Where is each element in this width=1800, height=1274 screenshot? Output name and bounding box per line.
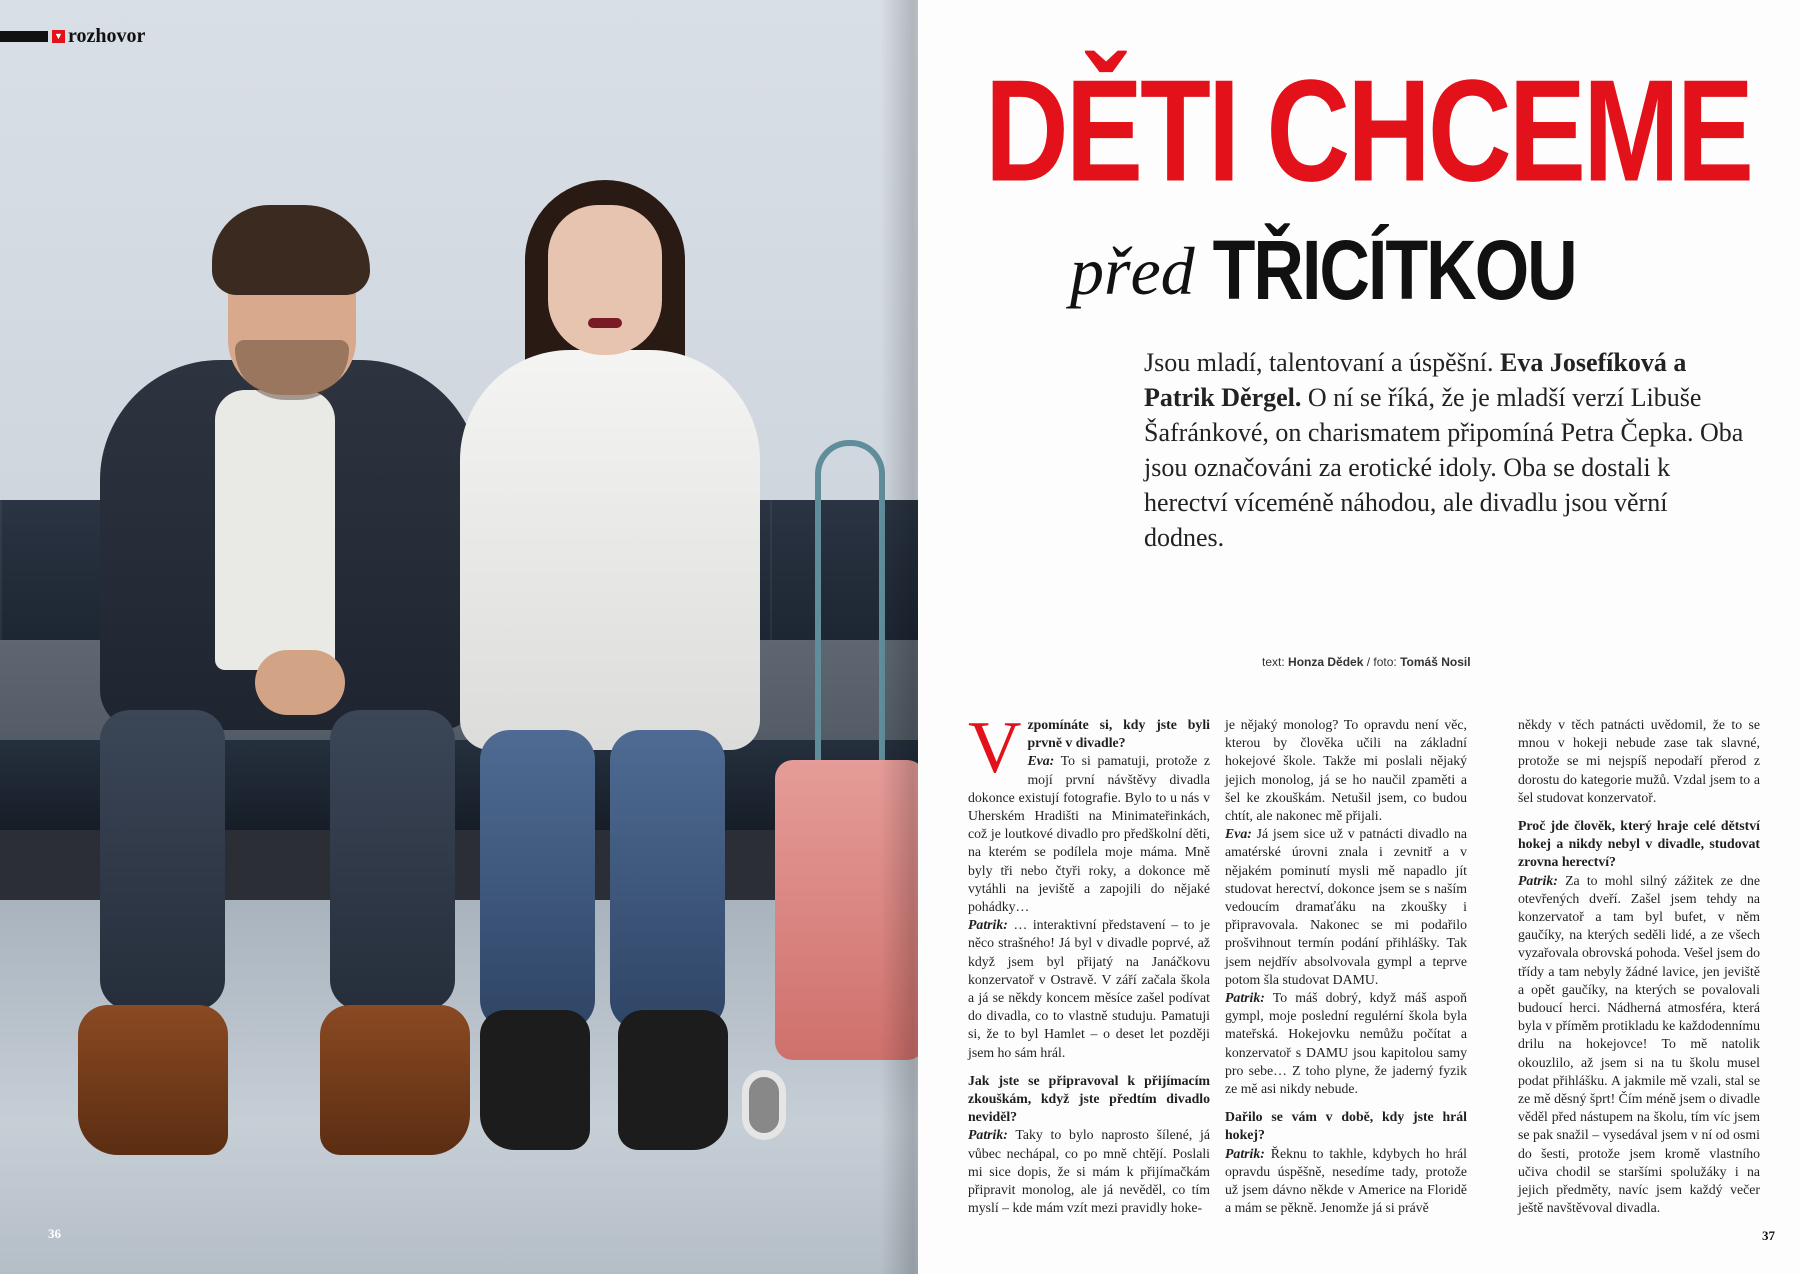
photo-woman-leg-left [480, 730, 595, 1030]
photo-man-hair [212, 205, 370, 295]
question-2: Jak jste se připravoval k přijímacím zkouškám, když jste předtím divadlo neviděl? [968, 1072, 1210, 1125]
photo-trolley-handle [815, 440, 885, 770]
photo-woman-boot-left [480, 1010, 590, 1150]
page-gutter-shadow [880, 0, 918, 1274]
article-credits [1262, 655, 1471, 669]
article-column-2 [1225, 716, 1467, 1217]
dropcap: V [968, 707, 1022, 789]
section-tag [0, 24, 145, 48]
photo-woman-leg-right [610, 730, 725, 1030]
headline-tricitkou: TŘICÍTKOU [1212, 223, 1576, 317]
speaker-label: Patrik: [1225, 1145, 1265, 1161]
lead-body: O ní se říká, že je mladší verzí Libuše Šafránkové, on charismatem připomíná Petra Čepka. Oba jsou označováni za erotické idoly. Oba se dostali k herectví víceméně náhodou, ale divadlu jsou věrní dodnes. [1144, 383, 1744, 552]
article-column-3 [1518, 716, 1760, 1217]
speaker-label: Eva: [1027, 753, 1055, 769]
answer-block [1225, 989, 1467, 1098]
headline-pred: před [1070, 233, 1195, 309]
photo-woman-shirt [460, 350, 760, 750]
speaker-label: Patrik: [968, 1127, 1008, 1143]
photo-man-shirt [215, 390, 335, 670]
photo-man-hands [255, 650, 345, 715]
speaker-label: Patrik: [968, 917, 1008, 933]
photo-man-boot-right [320, 1005, 470, 1155]
photo-woman-lips [588, 318, 622, 328]
answer-block [968, 1126, 1210, 1217]
section-arrow-icon: ▼ [52, 30, 65, 43]
answer-text: To si pamatuji, protože z mojí první návštěvy divadla dokonce existují fotografie. Bylo to u nás v Uherském Hradišti na Minimateřinkách, což je loutkové divadlo pro předškolní děti, na kterém se podílela moje máma. Mně byly tři nebo čtyři roky, a dokonce mě vytáhli na jeviště a zapojili do nějaké pohádky… [968, 753, 1210, 915]
answer-text: Taky to bylo naprosto šílené, já vůbec nechápal, co po mně chtějí. Poslali mi sice dopis, že si mám k přijímačkám připravit monolog, ale já nevěděl, co tím myslí – kde mám vzít mezi pravidly hoke- [968, 1127, 1210, 1216]
lead-names: Eva Josefíková a Patrik Děrgel. [1144, 348, 1687, 412]
credits-photographer: Tomáš Nosil [1400, 655, 1471, 669]
question-1: zpomínáte si, kdy jste byli prvně v divadle? [1027, 717, 1210, 751]
article-column-1 [968, 707, 1210, 1217]
photo-trolley-wheel [742, 1070, 786, 1140]
photo-woman-face [548, 205, 662, 355]
section-bar [0, 31, 48, 42]
answer-text: Za to mohl silný zážitek ze dne otevřených dveří. Zašel jsem tehdy na konzervatoř a tam byl bufet, v něm gaučíky, na kterých seděli lidé, a ze všech vyzařovala obrovská pohoda. Vešel jsem do třídy a tam nebyly žádné lavice, jen jeviště a opět gaučíky, na kterých se povalovali budoucí herci. Nádherná atmosféra, která byla v příměm protikladu ke každodennímu drilu na hokejovce! To mě natolik okouzlilo, až jsem si na tu školu musel podat přihlášku. A jakmile mě vzali, stal se ze mě děsný šprt! Čím méně jsem o divadle věděl před nástupem na školu, tím víc jsem se pak snažil – vysedával jsem v ní od osmi do šesti, protože jsem kromě vlastního učiva chodil se staršími spolužáky i na jejich předměty, navíc jsem každý večer ještě navštěvoval divadla. [1518, 872, 1761, 1216]
answer-text: je nějaký monolog? To opravdu není věc, kterou by člověka učili na základní hokejové škole. Takže mi poslali nějaký jejich monolog, já se ho naučil zpaměti a šel ke zkouškám. Netušil jsem, co budou chtít, ale nakonec mě přijali. [1225, 717, 1467, 824]
speaker-label: Patrik: [1518, 872, 1558, 888]
lead-intro: Jsou mladí, talentovaní a úspěšní. [1144, 348, 1494, 377]
article-lead [1144, 345, 1744, 555]
headline-sub [1070, 223, 1576, 317]
photo-man-leg-left [100, 710, 225, 1010]
answer-block [1225, 1145, 1467, 1218]
credits-text-label: text: [1262, 655, 1285, 669]
answer-text: To máš dobrý, když máš aspoň gympl, moje poslední regulérní škola byla mateřská. Hokejovku nemůžu počítat a konzervatoř s DAMU jsou kapitolou samy pro sebe… Z toho plyne, že jaderný fyzik ze mě asi nikdy nebude. [1225, 990, 1467, 1097]
credits-separator: / foto: [1366, 655, 1397, 669]
page-number-right: 37 [1762, 1228, 1775, 1243]
speaker-label: Patrik: [1225, 990, 1265, 1006]
answer-block [1518, 872, 1760, 1218]
section-label: rozhovor [68, 24, 146, 47]
headline-main: DĚTI CHCEME [984, 49, 1752, 212]
credits-author: Honza Dědek [1288, 655, 1364, 669]
speaker-label: Eva: [1225, 826, 1252, 842]
question-3: Dařilo se vám v době, kdy jste hrál hokej? [1225, 1109, 1467, 1143]
answer-text: někdy v těch patnácti uvědomil, že to se mnou v hokeji nebude zase tak slavné, protože se mi nejspíš nepodaří přerod z dorostu do kategorie mužů. Vzdal jsem to a šel studovat konzervatoř. [1518, 717, 1760, 805]
answer-block [968, 916, 1210, 1062]
question-4: Proč jde člověk, který hraje celé dětství hokej a nikdy nebyl v divadle, studovat zrovna herectví? [1518, 818, 1760, 870]
answer-block [1225, 825, 1467, 989]
page-number-left: 36 [48, 1226, 61, 1241]
photo-man-boot-left [78, 1005, 228, 1155]
answer-text: Já jsem sice už v patnácti divadlo na amatérské úrovni znala i zevnitř a v nějakém pominutí mysli mě napadlo jít studovat herectví, dokonce jsem se s naším vedoucím dramaťáku na zkoušky i připravovala. Nakonec se mi podařilo prošvihnout termín podání přihlášky. Tak jsem nejdřív absolvovala gympl a teprve potom šla studovat DAMU. [1225, 826, 1468, 987]
photo-man-leg-right [330, 710, 455, 1010]
answer-text: … interaktivní představení – to je něco strašného! Já byl v divadle poprvé, až když jsem byl přijatý na Janáčkovu konzervatoř v Ostravě. V září začala škola a já se někdy koncem měsíce zašel podívat do divadla, co to vlastně studuju. Pamatuji si, že to byl Hamlet – o deset let později jsem ho sám hrál. [968, 917, 1210, 1060]
answer-text: Řeknu to takhle, kdybych ho hrál opravdu úspěšně, nesedíme tady, protože už jsem dávno někde v Americe na Floridě a mám se pěkně. Jenomže já si právě [1225, 1145, 1468, 1216]
photo-woman-boot-right [618, 1010, 728, 1150]
